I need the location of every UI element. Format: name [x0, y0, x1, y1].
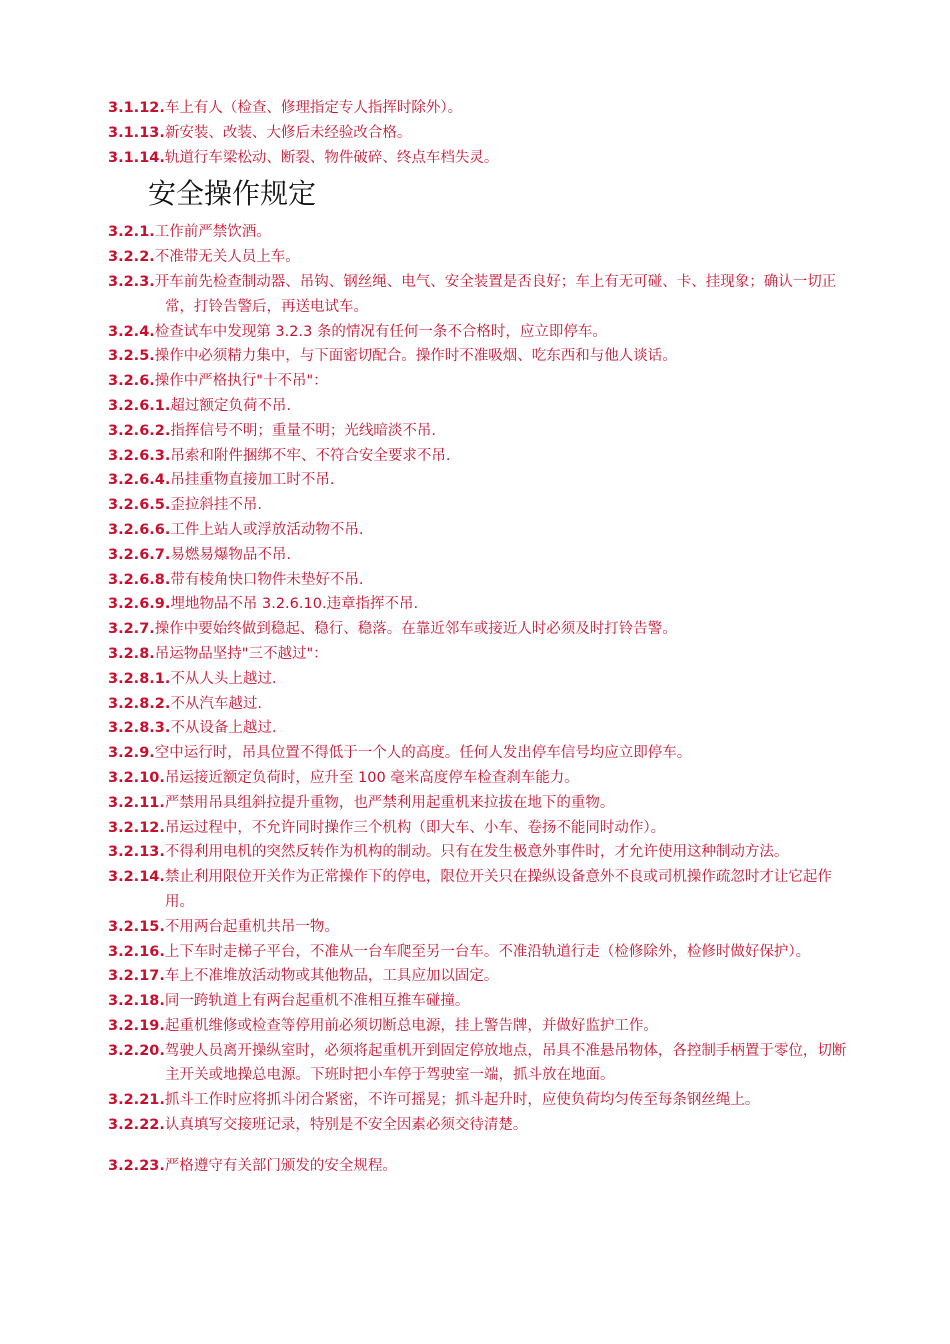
- item-text: 新安装、改装、大修后未经验改合格。: [164, 124, 412, 141]
- item-text: 吊运物品坚持"三不越过"：: [154, 645, 328, 662]
- item-number: 3.1.13.: [108, 124, 165, 141]
- item-text: 不从人头上越过.: [170, 670, 277, 687]
- item-number: 3.2.22.: [108, 1117, 165, 1134]
- item-text: 操作中要始终做到稳起、稳行、稳落。在靠近邻车或接近人时必须及时打铃告警。: [154, 621, 677, 638]
- item-number: 3.2.6.4.: [108, 472, 171, 489]
- item-number: 3.2.5.: [108, 348, 155, 365]
- item-number: 3.2.3.: [108, 273, 155, 290]
- item-text: 禁止利用限位开关作为正常操作下的停电，限位开关只在操纵设备意外不良或司机操作疏忽时才让它起作用。: [164, 869, 832, 910]
- item-number: 3.2.23.: [108, 1157, 165, 1174]
- item-number: 3.2.12.: [108, 819, 165, 836]
- list-item: [108, 444, 848, 469]
- list-item: [108, 245, 848, 270]
- item-number: 3.2.6.7.: [108, 546, 171, 563]
- item-text: 严禁用吊具组斜拉提升重物，也严禁利用起重机来拉拔在地下的重物。: [164, 794, 615, 811]
- list-item: [108, 146, 848, 171]
- item-number: 3.2.6.9.: [108, 596, 171, 613]
- item-text: 严格遵守有关部门颁发的安全规程。: [164, 1157, 397, 1174]
- item-text: 吊运接近额定负荷时，应升至 100 毫米高度停车检查刹车能力。: [164, 769, 579, 786]
- item-text: 起重机维修或检查等停用前必须切断总电源，挂上警告牌，并做好监护工作。: [164, 1017, 658, 1034]
- item-text: 开车前先检查制动器、吊钩、钢丝绳、电气、安全装置是否良好；车上有无可碰、卡、挂现象；确认一切正常，打铃告警后，再送电试车。: [154, 273, 837, 315]
- list-item: [108, 468, 848, 493]
- list-item: [108, 96, 848, 121]
- list-item: [108, 692, 848, 717]
- item-text: 超过额定负荷不吊.: [170, 397, 291, 414]
- item-text: 驾驶人员离开操纵室时，必须将起重机开到固定停放地点，吊具不准悬吊物体，各控制手柄置于零位，切断主开关或地操总电源。下班时把小车停于驾驶室一端，抓斗放在地面。: [164, 1042, 847, 1084]
- item-number: 3.2.18.: [108, 993, 165, 1010]
- list-item: [108, 220, 848, 245]
- item-text: 抓斗工作时应将抓斗闭合紧密，不许可摇晃；抓斗起升时，应使负荷均匀传至每条钢丝绳上。: [164, 1092, 760, 1109]
- item-number: 3.2.20.: [108, 1042, 165, 1059]
- item-text: 吊挂重物直接加工时不吊.: [170, 472, 335, 489]
- list-item: [108, 543, 848, 568]
- list-item: [108, 940, 848, 965]
- item-number: 3.2.10.: [108, 769, 165, 786]
- item-number: 3.2.6.6.: [108, 521, 171, 538]
- item-text: 带有棱角快口物件未垫好不吊.: [170, 571, 364, 588]
- item-text: 不从汽车越过.: [170, 695, 262, 712]
- item-text: 不准带无关人员上车。: [154, 249, 300, 266]
- item-number: 3.2.8.1.: [108, 670, 171, 687]
- list-item: [108, 915, 848, 940]
- list-item: [108, 344, 848, 369]
- item-text: 同一跨轨道上有两台起重机不准相互推车碰撞。: [164, 993, 470, 1010]
- item-number: 3.2.19.: [108, 1017, 165, 1034]
- item-text: 车上不准堆放活动物或其他物品，工具应加以固定。: [164, 968, 499, 985]
- item-text: 检查试车中发现第 3.2.3 条的情况有任何一条不合格时，应立即停车。: [154, 323, 607, 340]
- list-item: [108, 964, 848, 989]
- item-number: 3.2.6.2.: [108, 422, 171, 439]
- list-item: [108, 121, 848, 146]
- item-text: 工件上站人或浮放活动物不吊.: [170, 521, 364, 538]
- list-item: [108, 493, 848, 518]
- items-before-list: [108, 96, 848, 170]
- list-item: [108, 716, 848, 741]
- item-text: 操作中严格执行"十不吊"：: [154, 373, 328, 390]
- list-item: [108, 320, 848, 345]
- list-item: [108, 369, 848, 394]
- list-item: [108, 642, 848, 667]
- list-item: [108, 741, 848, 766]
- item-number: 3.2.8.: [108, 645, 155, 662]
- list-item: [108, 592, 848, 617]
- item-number: 3.2.6.: [108, 373, 155, 390]
- document-content: [108, 96, 848, 1179]
- item-number: 3.1.14.: [108, 149, 165, 166]
- item-text: 指挥信号不明；重量不明；光线暗淡不吊.: [170, 422, 436, 439]
- item-text: 工作前严禁饮酒。: [154, 224, 271, 241]
- list-item: [108, 1113, 848, 1138]
- item-text: 不得利用电机的突然反转作为机构的制动。只有在发生极意外事件时，才允许使用这种制动方法。: [164, 844, 789, 861]
- item-number: 3.2.6.1.: [108, 397, 171, 414]
- item-text: 轨道行车梁松动、断裂、物件破碎、终点车档失灵。: [164, 149, 499, 166]
- spacer: [108, 1138, 848, 1154]
- list-item: [108, 1154, 848, 1179]
- list-item: [108, 840, 848, 865]
- items-list: [108, 220, 848, 1137]
- item-number: 3.2.6.3.: [108, 447, 171, 464]
- item-number: 3.2.21.: [108, 1092, 165, 1109]
- item-text: 吊运过程中，不允许同时操作三个机构（即大车、小车、卷扬不能同时动作）。: [164, 819, 666, 836]
- item-number: 3.2.7.: [108, 621, 155, 638]
- item-number: 3.2.8.3.: [108, 720, 171, 737]
- list-item: [108, 1014, 848, 1039]
- item-text: 上下车时走梯子平台，不准从一台车爬至另一台车。不准沿轨道行走（检修除外，检修时做好保护）。: [164, 943, 811, 960]
- item-text: 歪拉斜挂不吊.: [170, 497, 262, 514]
- list-item: [108, 816, 848, 841]
- item-number: 3.2.13.: [108, 844, 165, 861]
- item-number: 3.2.6.8.: [108, 571, 171, 588]
- list-item: [108, 270, 848, 320]
- list-item: [108, 394, 848, 419]
- item-number: 3.2.15.: [108, 918, 165, 935]
- item-number: 3.2.2.: [108, 249, 155, 266]
- item-number: 3.2.6.5.: [108, 497, 171, 514]
- item-text: 易燃易爆物品不吊.: [170, 546, 291, 563]
- list-item: [108, 617, 848, 642]
- item-number: 3.2.14.: [108, 869, 165, 886]
- item-number: 3.2.9.: [108, 745, 155, 762]
- item-text: 埋地物品不吊 3.2.6.10.违章指挥不吊.: [170, 596, 419, 613]
- list-item: [108, 865, 848, 915]
- item-text: 认真填写交接班记录，特别是不安全因素必须交待清楚。: [164, 1117, 528, 1134]
- list-item: [108, 419, 848, 444]
- item-text: 车上有人（检查、修理指定专人指挥时除外）。: [164, 100, 463, 116]
- item-text: 操作中必须精力集中，与下面密切配合。操作时不准吸烟、吃东西和与他人谈话。: [154, 348, 677, 365]
- list-item: [108, 766, 848, 791]
- section-heading: 安全操作规定: [148, 177, 317, 211]
- item-text: 不从设备上越过.: [170, 720, 277, 737]
- list-item: [108, 1088, 848, 1113]
- list-item: [108, 1039, 848, 1089]
- list-item: [108, 568, 848, 593]
- list-item: [108, 518, 848, 543]
- item-number: 3.2.16.: [108, 943, 165, 960]
- item-number: 3.2.1.: [108, 224, 155, 241]
- list-item: [108, 667, 848, 692]
- item-text: 吊索和附件捆绑不牢、不符合安全要求不吊.: [170, 447, 451, 464]
- item-number: 3.2.4.: [108, 323, 155, 340]
- list-item: [108, 791, 848, 816]
- item-number: 3.2.11.: [108, 794, 165, 811]
- list-item: [108, 989, 848, 1014]
- item-number: 3.1.12.: [108, 100, 165, 116]
- item-number: 3.2.8.2.: [108, 695, 171, 712]
- item-text: 不用两台起重机共吊一物。: [164, 918, 339, 935]
- item-number: 3.2.17.: [108, 968, 165, 985]
- item-text: 空中运行时，吊具位置不得低于一个人的高度。任何人发出停车信号均应立即停车。: [154, 745, 692, 762]
